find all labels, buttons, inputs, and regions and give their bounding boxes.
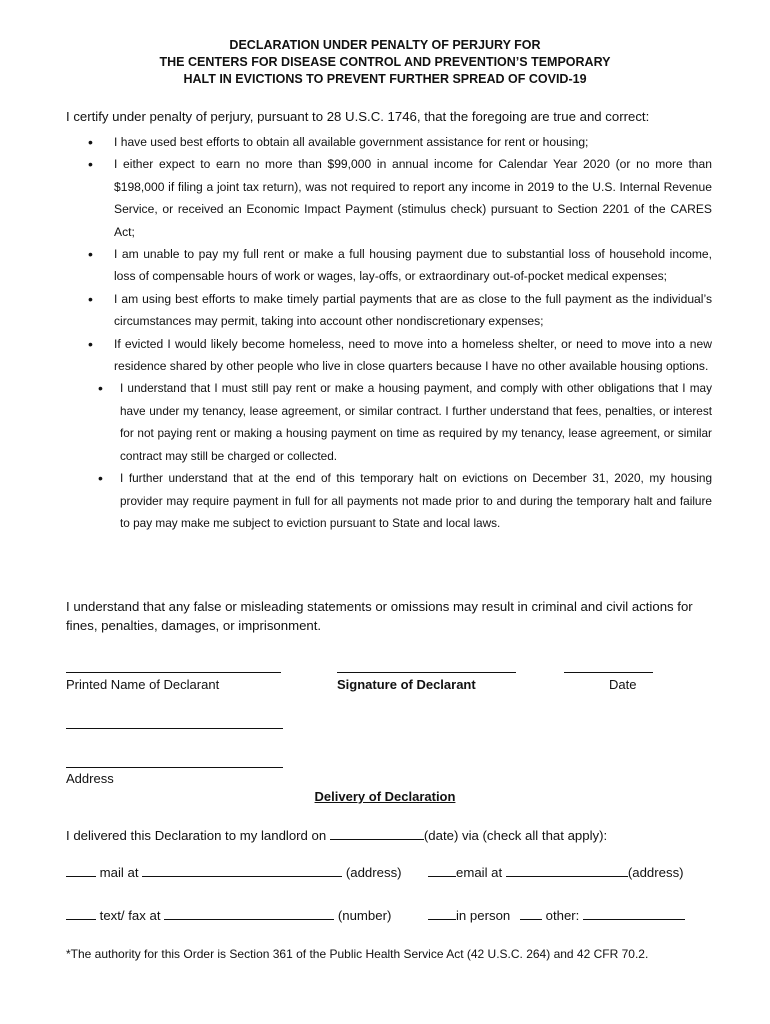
printed-name-label: Printed Name of Declarant	[66, 677, 220, 692]
printed-name-line[interactable]	[66, 672, 281, 673]
email-label: email at	[456, 865, 503, 880]
inperson-row	[428, 907, 685, 923]
mail-label: mail at	[99, 865, 139, 880]
list-item: • If evicted I would likely become homeless, need to move into a homeless shelter, or need to move into a new residence shared by other people who live in close quarters because I have no other available housing options.	[88, 333, 712, 378]
address-line-2[interactable]	[66, 767, 283, 768]
document-title	[0, 37, 770, 88]
inperson-label: in person	[456, 908, 511, 923]
list-item: • I either expect to earn no more than $99,000 in annual income for Calendar Year 2020 (or no more than $198,000 if filing a joint tax return), was not required to report any income in 2019 to the U.S. Internal Revenue Service, or received an Economic Impact Payment (stimulus check) pursuant to Section 2201 of the CARES Act;	[88, 153, 712, 243]
list-item: • I am unable to pay my full rent or make a full housing payment due to substantial loss of household income, loss of compensable hours of work or wages, lay-offs, or extraordinary out-of-pocket medical expenses;	[88, 243, 712, 288]
authority-footnote: *The authority for this Order is Section 361 of the Public Health Service Act (42 U.S.C. 264) and 42 CFR 70.2.	[66, 947, 649, 961]
inperson-checkbox-blank[interactable]	[428, 907, 456, 920]
textfax-suffix: (number)	[337, 908, 392, 923]
list-item: • I understand that I must still pay rent or make a housing payment, and comply with other obligations that I may have under my tenancy, lease agreement, or similar contract. I further understand that fees, penalties, or interest for not paying rent or making a housing payment on time as required by my tenancy, lease agreement, or similar contract may still be charged or collected.	[98, 377, 712, 467]
mail-suffix: (address)	[345, 865, 402, 880]
email-row	[428, 864, 684, 880]
declaration-list	[88, 131, 712, 534]
mail-row	[66, 864, 402, 880]
other-blank[interactable]	[583, 907, 685, 920]
textfax-number-blank[interactable]	[164, 907, 334, 920]
perjury-warning: I understand that any false or misleading statements or omissions may result in criminal and civil actions for fines, penalties, damages, or imprisonment.	[66, 599, 693, 633]
other-label: other:	[545, 908, 580, 923]
certification-intro: I certify under penalty of perjury, pursuant to 28 U.S.C. 1746, that the foregoing are true and correct:	[66, 109, 650, 124]
list-item: • I am using best efforts to make timely partial payments that are as close to the full payment as the individual’s circumstances may permit, taking into account other nondiscretionary expenses;	[88, 288, 712, 333]
other-checkbox-blank[interactable]	[520, 907, 542, 920]
address-line-1[interactable]	[66, 728, 283, 729]
textfax-label: text/ fax at	[99, 908, 161, 923]
mail-checkbox-blank[interactable]	[66, 864, 96, 877]
email-suffix: (address)	[627, 865, 684, 880]
address-label: Address	[66, 771, 114, 786]
email-address-blank[interactable]	[506, 864, 628, 877]
signature-label: Signature of Declarant	[337, 677, 476, 692]
signature-line[interactable]	[337, 672, 516, 673]
textfax-checkbox-blank[interactable]	[66, 907, 96, 920]
delivery-date-blank[interactable]	[330, 827, 424, 840]
textfax-row	[66, 907, 391, 923]
delivery-date-row	[66, 827, 607, 843]
date-label: Date	[609, 677, 637, 692]
mail-address-blank[interactable]	[142, 864, 342, 877]
delivery-heading: Delivery of Declaration	[314, 789, 456, 804]
date-line[interactable]	[564, 672, 653, 673]
title-line-1: DECLARATION UNDER PENALTY OF PERJURY FOR	[229, 38, 541, 52]
delivery-suffix: (date) via (check all that apply):	[423, 828, 608, 843]
title-line-2: THE CENTERS FOR DISEASE CONTROL AND PREVENTION’S TEMPORARY	[159, 55, 611, 69]
delivery-prefix: I delivered this Declaration to my landlord on	[66, 828, 327, 843]
list-item: • I have used best efforts to obtain all available government assistance for rent or housing;	[88, 131, 712, 153]
title-line-3: HALT IN EVICTIONS TO PREVENT FURTHER SPREAD OF COVID-19	[183, 72, 587, 86]
list-item: • I further understand that at the end of this temporary halt on evictions on December 31, 2020, my housing provider may require payment in full for all payments not made prior to and during the temporary halt and failure to pay may make me subject to eviction pursuant to State and local laws.	[98, 467, 712, 534]
email-checkbox-blank[interactable]	[428, 864, 456, 877]
